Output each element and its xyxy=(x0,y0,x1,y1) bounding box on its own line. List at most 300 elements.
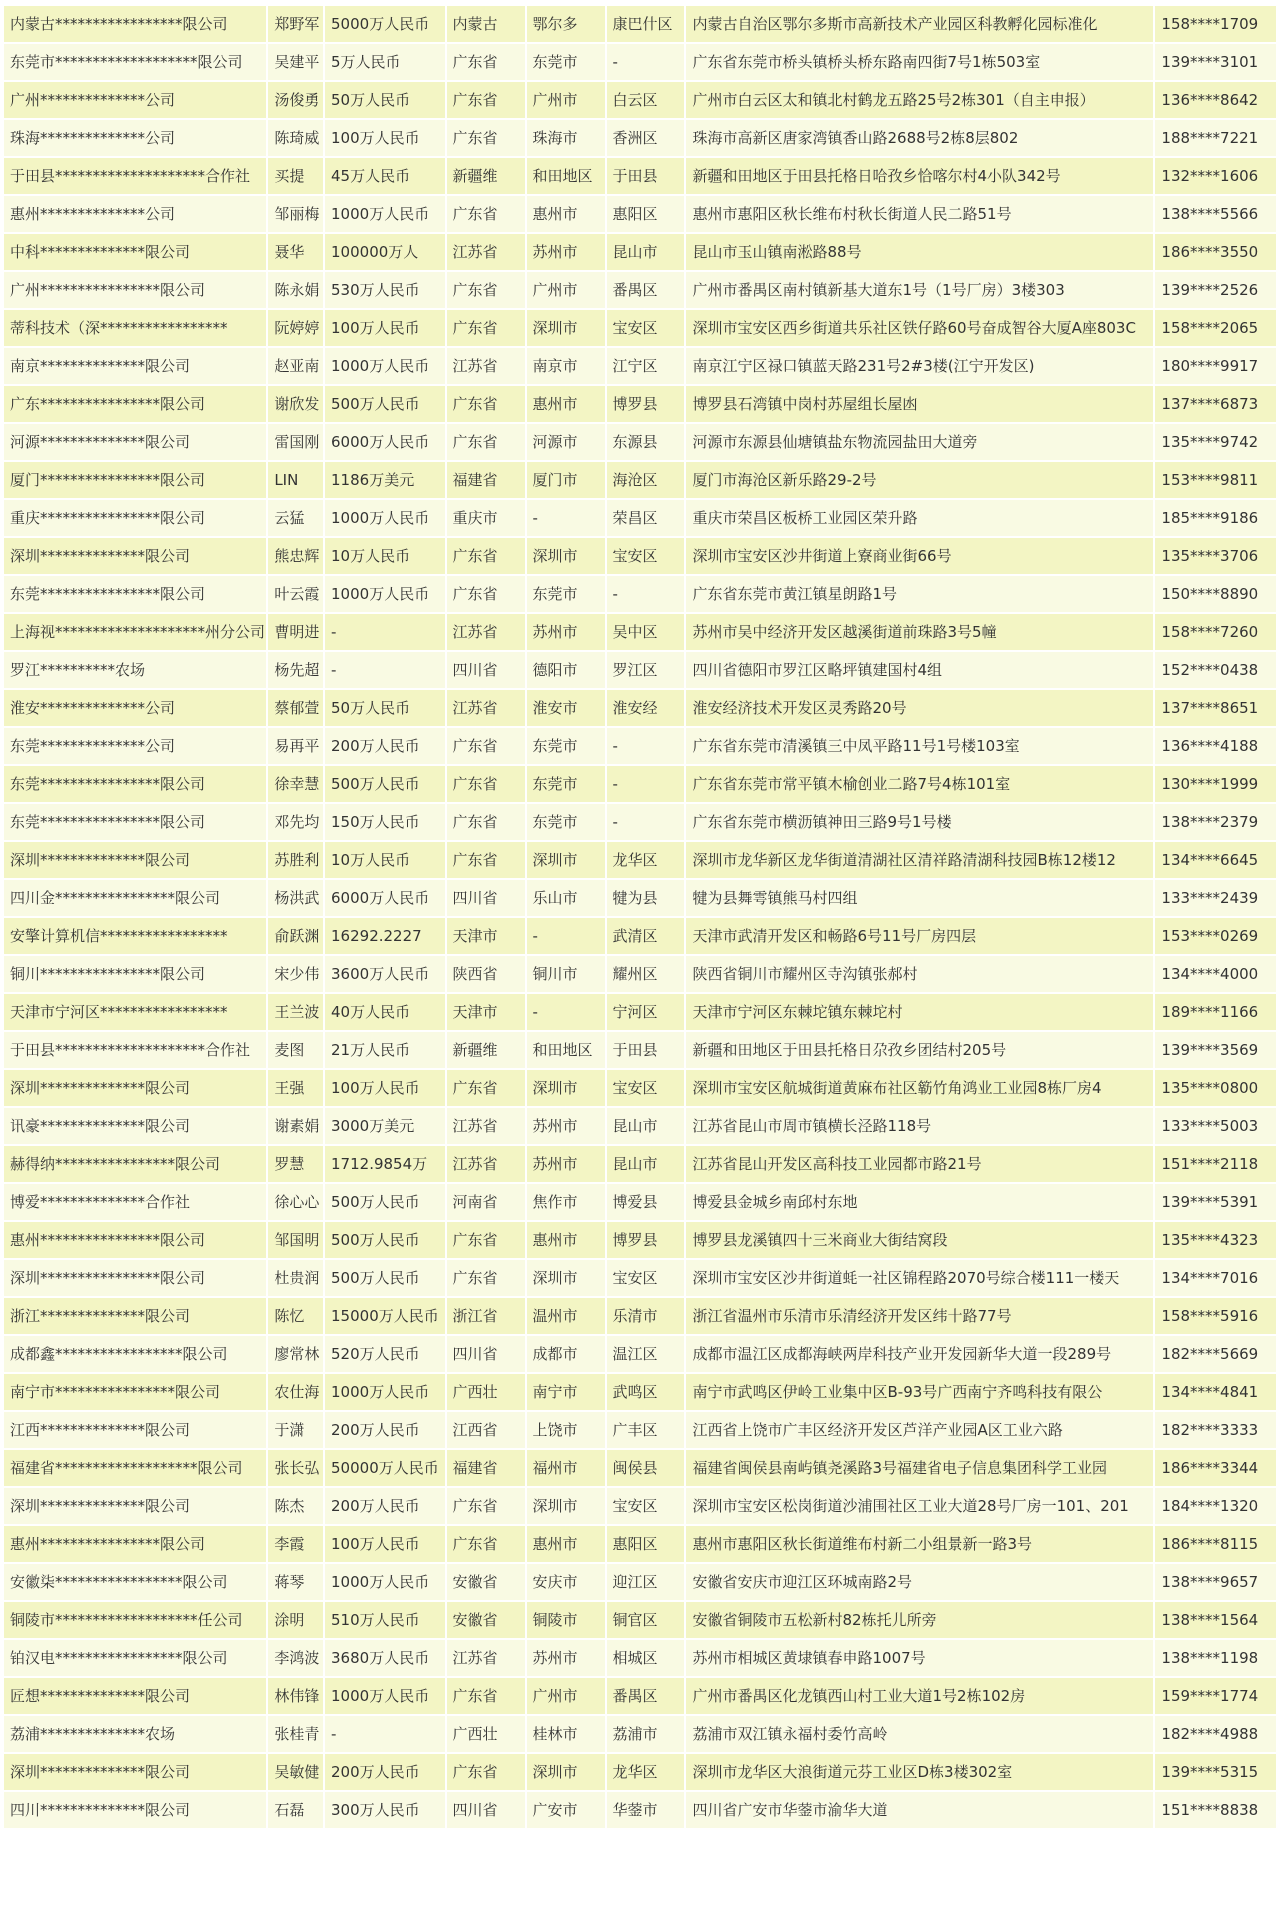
address-cell: 博罗县龙溪镇四十三米商业大街结窝段 xyxy=(686,1222,1153,1258)
province-cell: 四川省 xyxy=(447,880,525,916)
province-cell: 广东省 xyxy=(447,82,525,118)
province-cell: 广东省 xyxy=(447,272,525,308)
city-cell: 鄂尔多 xyxy=(527,6,605,42)
table-row xyxy=(4,1336,1276,1372)
province-cell: 广东省 xyxy=(447,310,525,346)
table-row xyxy=(4,1184,1276,1220)
district-cell: 淮安经 xyxy=(607,690,685,726)
address-cell: 博罗县石湾镇中岗村苏屋组长屋凼 xyxy=(686,386,1153,422)
address-cell: 深圳市宝安区航城街道黄麻布社区簕竹角鸿业工业园8栋厂房4 xyxy=(686,1070,1153,1106)
legal-rep-cell: 陈永娟 xyxy=(268,272,323,308)
company-name-cell: 匠想**************限公司 xyxy=(4,1678,266,1714)
province-cell: 广东省 xyxy=(447,804,525,840)
city-cell: 河源市 xyxy=(527,424,605,460)
province-cell: 广东省 xyxy=(447,576,525,612)
phone-cell: 151****8838 xyxy=(1155,1792,1276,1828)
phone-cell: 158****1709 xyxy=(1155,6,1276,42)
table-row xyxy=(4,918,1276,954)
table-row xyxy=(4,1032,1276,1068)
province-cell: 广东省 xyxy=(447,766,525,802)
city-cell: 上饶市 xyxy=(527,1412,605,1448)
registered-capital-cell: 3600万人民币 xyxy=(325,956,445,992)
phone-cell: 182****5669 xyxy=(1155,1336,1276,1372)
legal-rep-cell: 杜贵润 xyxy=(268,1260,323,1296)
company-name-cell: 安擎计算机信***************** xyxy=(4,918,266,954)
address-cell: 河源市东源县仙塘镇盐东物流园盐田大道旁 xyxy=(686,424,1153,460)
address-cell: 广州市番禺区化龙镇西山村工业大道1号2栋102房 xyxy=(686,1678,1153,1714)
district-cell: 番禺区 xyxy=(607,272,685,308)
legal-rep-cell: 吴建平 xyxy=(268,44,323,80)
registered-capital-cell: 1000万人民币 xyxy=(325,196,445,232)
phone-cell: 158****5916 xyxy=(1155,1298,1276,1334)
address-cell: 深圳市宝安区松岗街道沙浦围社区工业大道28号厂房一101、201 xyxy=(686,1488,1153,1524)
city-cell: 东莞市 xyxy=(527,728,605,764)
address-cell: 福建省闽侯县南屿镇尧溪路3号福建省电子信息集团科学工业园 xyxy=(686,1450,1153,1486)
district-cell: 东源县 xyxy=(607,424,685,460)
city-cell: 桂林市 xyxy=(527,1716,605,1752)
address-cell: 成都市温江区成都海峡两岸科技产业开发园新华大道一段289号 xyxy=(686,1336,1153,1372)
address-cell: 江苏省昆山市周市镇横长泾路118号 xyxy=(686,1108,1153,1144)
city-cell: 珠海市 xyxy=(527,120,605,156)
table-row xyxy=(4,1640,1276,1676)
district-cell: 龙华区 xyxy=(607,1754,685,1790)
district-cell: 博罗县 xyxy=(607,1222,685,1258)
address-cell: 博爱县金城乡南邱村东地 xyxy=(686,1184,1153,1220)
company-name-cell: 赫得纳****************限公司 xyxy=(4,1146,266,1182)
phone-cell: 135****3706 xyxy=(1155,538,1276,574)
district-cell: 武清区 xyxy=(607,918,685,954)
province-cell: 广东省 xyxy=(447,196,525,232)
province-cell: 广东省 xyxy=(447,1526,525,1562)
company-name-cell: 深圳**************限公司 xyxy=(4,1754,266,1790)
registered-capital-cell: 500万人民币 xyxy=(325,1184,445,1220)
table-row xyxy=(4,576,1276,612)
table-row xyxy=(4,842,1276,878)
table-row xyxy=(4,1716,1276,1752)
registered-capital-cell: 1000万人民币 xyxy=(325,1374,445,1410)
district-cell: 昆山市 xyxy=(607,234,685,270)
company-name-cell: 成都鑫*****************限公司 xyxy=(4,1336,266,1372)
table-row xyxy=(4,310,1276,346)
table-row xyxy=(4,120,1276,156)
registered-capital-cell: 200万人民币 xyxy=(325,728,445,764)
district-cell: 龙华区 xyxy=(607,842,685,878)
province-cell: 内蒙古 xyxy=(447,6,525,42)
company-name-cell: 深圳**************限公司 xyxy=(4,842,266,878)
district-cell: 闽侯县 xyxy=(607,1450,685,1486)
province-cell: 江苏省 xyxy=(447,348,525,384)
table-row xyxy=(4,1526,1276,1562)
phone-cell: 138****9657 xyxy=(1155,1564,1276,1600)
province-cell: 福建省 xyxy=(447,462,525,498)
city-cell: 深圳市 xyxy=(527,842,605,878)
province-cell: 广东省 xyxy=(447,1678,525,1714)
registered-capital-cell: 10万人民币 xyxy=(325,842,445,878)
legal-rep-cell: 赵亚南 xyxy=(268,348,323,384)
company-name-cell: 东莞****************限公司 xyxy=(4,804,266,840)
phone-cell: 136****8642 xyxy=(1155,82,1276,118)
address-cell: 陕西省铜川市耀州区寺沟镇张郝村 xyxy=(686,956,1153,992)
district-cell: 江宁区 xyxy=(607,348,685,384)
province-cell: 江苏省 xyxy=(447,234,525,270)
city-cell: 惠州市 xyxy=(527,386,605,422)
company-name-cell: 深圳****************限公司 xyxy=(4,1260,266,1296)
registered-capital-cell: 100万人民币 xyxy=(325,1526,445,1562)
phone-cell: 134****4000 xyxy=(1155,956,1276,992)
registered-capital-cell: 1712.9854万 xyxy=(325,1146,445,1182)
table-row xyxy=(4,196,1276,232)
city-cell: 厦门市 xyxy=(527,462,605,498)
table-row xyxy=(4,956,1276,992)
company-name-cell: 于田县********************合作社 xyxy=(4,1032,266,1068)
district-cell: 宝安区 xyxy=(607,538,685,574)
registered-capital-cell: 500万人民币 xyxy=(325,1260,445,1296)
phone-cell: 133****5003 xyxy=(1155,1108,1276,1144)
province-cell: 江苏省 xyxy=(447,1146,525,1182)
registered-capital-cell: 5000万人民币 xyxy=(325,6,445,42)
province-cell: 广东省 xyxy=(447,1488,525,1524)
registered-capital-cell: 1186万美元 xyxy=(325,462,445,498)
legal-rep-cell: 涂明 xyxy=(268,1602,323,1638)
company-name-cell: 讯豪**************限公司 xyxy=(4,1108,266,1144)
district-cell: 于田县 xyxy=(607,158,685,194)
district-cell: 昆山市 xyxy=(607,1146,685,1182)
district-cell: 惠阳区 xyxy=(607,196,685,232)
company-name-cell: 河源**************限公司 xyxy=(4,424,266,460)
district-cell: 荔浦市 xyxy=(607,1716,685,1752)
registered-capital-cell: 6000万人民币 xyxy=(325,424,445,460)
phone-cell: 184****1320 xyxy=(1155,1488,1276,1524)
city-cell: 南宁市 xyxy=(527,1374,605,1410)
city-cell: - xyxy=(527,500,605,536)
registered-capital-cell: 15000万人民币 xyxy=(325,1298,445,1334)
district-cell: - xyxy=(607,804,685,840)
registered-capital-cell: 21万人民币 xyxy=(325,1032,445,1068)
province-cell: 广东省 xyxy=(447,120,525,156)
registered-capital-cell: - xyxy=(325,614,445,650)
legal-rep-cell: 曹明进 xyxy=(268,614,323,650)
address-cell: 深圳市龙华区大浪街道元芬工业区D栋3楼302室 xyxy=(686,1754,1153,1790)
address-cell: 深圳市龙华新区龙华街道清湖社区清祥路清湖科技园B栋12楼12 xyxy=(686,842,1153,878)
legal-rep-cell: 易再平 xyxy=(268,728,323,764)
phone-cell: 151****2118 xyxy=(1155,1146,1276,1182)
phone-cell: 153****9811 xyxy=(1155,462,1276,498)
district-cell: 迎江区 xyxy=(607,1564,685,1600)
city-cell: 广州市 xyxy=(527,272,605,308)
legal-rep-cell: 熊忠辉 xyxy=(268,538,323,574)
legal-rep-cell: 于潇 xyxy=(268,1412,323,1448)
legal-rep-cell: 郑野军 xyxy=(268,6,323,42)
company-name-cell: 罗江**********农场 xyxy=(4,652,266,688)
registered-capital-cell: 50000万人民币 xyxy=(325,1450,445,1486)
address-cell: 南京江宁区禄口镇蓝天路231号2#3楼(江宁开发区) xyxy=(686,348,1153,384)
legal-rep-cell: 杨洪武 xyxy=(268,880,323,916)
district-cell: - xyxy=(607,576,685,612)
company-name-cell: 江西**************限公司 xyxy=(4,1412,266,1448)
city-cell: 南京市 xyxy=(527,348,605,384)
legal-rep-cell: 买提 xyxy=(268,158,323,194)
company-name-cell: 南宁市****************限公司 xyxy=(4,1374,266,1410)
phone-cell: 135****0800 xyxy=(1155,1070,1276,1106)
table-row xyxy=(4,1754,1276,1790)
city-cell: 深圳市 xyxy=(527,1070,605,1106)
phone-cell: 158****2065 xyxy=(1155,310,1276,346)
company-name-cell: 深圳**************限公司 xyxy=(4,1488,266,1524)
company-name-cell: 安徽柒*****************限公司 xyxy=(4,1564,266,1600)
phone-cell: 153****0269 xyxy=(1155,918,1276,954)
district-cell: 惠阳区 xyxy=(607,1526,685,1562)
district-cell: 耀州区 xyxy=(607,956,685,992)
table-row xyxy=(4,1412,1276,1448)
legal-rep-cell: 农仕海 xyxy=(268,1374,323,1410)
phone-cell: 138****2379 xyxy=(1155,804,1276,840)
registered-capital-cell: 150万人民币 xyxy=(325,804,445,840)
address-cell: 广东省东莞市清溪镇三中凤平路11号1号楼103室 xyxy=(686,728,1153,764)
table-row xyxy=(4,500,1276,536)
company-name-cell: 蒂科技术（深***************** xyxy=(4,310,266,346)
address-cell: 深圳市宝安区沙井街道蚝一社区锦程路2070号综合楼111一楼天 xyxy=(686,1260,1153,1296)
city-cell: 和田地区 xyxy=(527,1032,605,1068)
table-row xyxy=(4,348,1276,384)
province-cell: 广东省 xyxy=(447,728,525,764)
address-cell: 昆山市玉山镇南淞路88号 xyxy=(686,234,1153,270)
province-cell: 天津市 xyxy=(447,918,525,954)
company-name-cell: 广州****************限公司 xyxy=(4,272,266,308)
district-cell: 荣昌区 xyxy=(607,500,685,536)
city-cell: 苏州市 xyxy=(527,1108,605,1144)
city-cell: 东莞市 xyxy=(527,576,605,612)
legal-rep-cell: 徐幸慧 xyxy=(268,766,323,802)
phone-cell: 134****6645 xyxy=(1155,842,1276,878)
registered-capital-cell: 500万人民币 xyxy=(325,766,445,802)
phone-cell: 135****9742 xyxy=(1155,424,1276,460)
city-cell: 德阳市 xyxy=(527,652,605,688)
phone-cell: 182****4988 xyxy=(1155,1716,1276,1752)
phone-cell: 185****9186 xyxy=(1155,500,1276,536)
city-cell: 广州市 xyxy=(527,1678,605,1714)
district-cell: 广丰区 xyxy=(607,1412,685,1448)
address-cell: 犍为县舞雩镇熊马村四组 xyxy=(686,880,1153,916)
registered-capital-cell: 45万人民币 xyxy=(325,158,445,194)
address-cell: 四川省德阳市罗江区略坪镇建国村4组 xyxy=(686,652,1153,688)
city-cell: 温州市 xyxy=(527,1298,605,1334)
address-cell: 内蒙古自治区鄂尔多斯市高新技术产业园区科教孵化园标准化 xyxy=(686,6,1153,42)
legal-rep-cell: 蔡郁萱 xyxy=(268,690,323,726)
legal-rep-cell: 邓先均 xyxy=(268,804,323,840)
city-cell: 东莞市 xyxy=(527,766,605,802)
company-name-cell: 荔浦**************农场 xyxy=(4,1716,266,1752)
table-row xyxy=(4,728,1276,764)
province-cell: 安徽省 xyxy=(447,1602,525,1638)
district-cell: 相城区 xyxy=(607,1640,685,1676)
registered-capital-cell: 50万人民币 xyxy=(325,82,445,118)
legal-rep-cell: 叶云霞 xyxy=(268,576,323,612)
legal-rep-cell: 陈琦威 xyxy=(268,120,323,156)
district-cell: - xyxy=(607,44,685,80)
registered-capital-cell: 200万人民币 xyxy=(325,1488,445,1524)
province-cell: 福建省 xyxy=(447,1450,525,1486)
phone-cell: 139****3569 xyxy=(1155,1032,1276,1068)
registered-capital-cell: 100万人民币 xyxy=(325,1070,445,1106)
table-row xyxy=(4,1374,1276,1410)
phone-cell: 137****6873 xyxy=(1155,386,1276,422)
table-row xyxy=(4,1602,1276,1638)
address-cell: 淮安经济技术开发区灵秀路20号 xyxy=(686,690,1153,726)
city-cell: 苏州市 xyxy=(527,614,605,650)
province-cell: 新疆维 xyxy=(447,1032,525,1068)
company-name-cell: 铜川****************限公司 xyxy=(4,956,266,992)
registered-capital-cell: 510万人民币 xyxy=(325,1602,445,1638)
city-cell: - xyxy=(527,918,605,954)
registered-capital-cell: 1000万人民币 xyxy=(325,576,445,612)
district-cell: 宝安区 xyxy=(607,1488,685,1524)
company-name-cell: 厦门****************限公司 xyxy=(4,462,266,498)
city-cell: 惠州市 xyxy=(527,1526,605,1562)
province-cell: 四川省 xyxy=(447,1792,525,1828)
city-cell: - xyxy=(527,994,605,1030)
city-cell: 深圳市 xyxy=(527,538,605,574)
registered-capital-cell: 1000万人民币 xyxy=(325,500,445,536)
table-row xyxy=(4,1146,1276,1182)
table-row xyxy=(4,766,1276,802)
table-row xyxy=(4,538,1276,574)
province-cell: 江苏省 xyxy=(447,1108,525,1144)
district-cell: 海沧区 xyxy=(607,462,685,498)
registered-capital-cell: 3000万美元 xyxy=(325,1108,445,1144)
legal-rep-cell: 张桂青 xyxy=(268,1716,323,1752)
table-body xyxy=(4,6,1276,1828)
district-cell: 华蓥市 xyxy=(607,1792,685,1828)
district-cell: 博罗县 xyxy=(607,386,685,422)
registered-capital-cell: 1000万人民币 xyxy=(325,1564,445,1600)
company-name-cell: 广东****************限公司 xyxy=(4,386,266,422)
province-cell: 四川省 xyxy=(447,652,525,688)
province-cell: 重庆市 xyxy=(447,500,525,536)
table-row xyxy=(4,462,1276,498)
registered-capital-cell: 200万人民币 xyxy=(325,1412,445,1448)
table-row xyxy=(4,234,1276,270)
table-row xyxy=(4,1792,1276,1828)
table-row xyxy=(4,1108,1276,1144)
company-name-cell: 重庆****************限公司 xyxy=(4,500,266,536)
legal-rep-cell: 雷国刚 xyxy=(268,424,323,460)
address-cell: 苏州市吴中经济开发区越溪街道前珠路3号5幢 xyxy=(686,614,1153,650)
phone-cell: 134****7016 xyxy=(1155,1260,1276,1296)
legal-rep-cell: 苏胜利 xyxy=(268,842,323,878)
phone-cell: 188****7221 xyxy=(1155,120,1276,156)
phone-cell: 133****2439 xyxy=(1155,880,1276,916)
district-cell: 铜官区 xyxy=(607,1602,685,1638)
district-cell: 犍为县 xyxy=(607,880,685,916)
phone-cell: 189****1166 xyxy=(1155,994,1276,1030)
company-name-cell: 淮安**************公司 xyxy=(4,690,266,726)
legal-rep-cell: 陈忆 xyxy=(268,1298,323,1334)
table-row xyxy=(4,424,1276,460)
company-name-cell: 广州**************公司 xyxy=(4,82,266,118)
province-cell: 广西壮 xyxy=(447,1374,525,1410)
table-row xyxy=(4,158,1276,194)
city-cell: 苏州市 xyxy=(527,234,605,270)
address-cell: 天津市宁河区东棘坨镇东棘坨村 xyxy=(686,994,1153,1030)
legal-rep-cell: 俞跃渊 xyxy=(268,918,323,954)
phone-cell: 135****4323 xyxy=(1155,1222,1276,1258)
company-name-cell: 铜陵市*******************任公司 xyxy=(4,1602,266,1638)
district-cell: 香洲区 xyxy=(607,120,685,156)
district-cell: 温江区 xyxy=(607,1336,685,1372)
registered-capital-cell: 1000万人民币 xyxy=(325,1678,445,1714)
phone-cell: 134****4841 xyxy=(1155,1374,1276,1410)
company-name-cell: 铂汉电*****************限公司 xyxy=(4,1640,266,1676)
table-row xyxy=(4,1298,1276,1334)
phone-cell: 186****3550 xyxy=(1155,234,1276,270)
company-name-cell: 浙江**************限公司 xyxy=(4,1298,266,1334)
table-row xyxy=(4,994,1276,1030)
province-cell: 广西壮 xyxy=(447,1716,525,1752)
company-name-cell: 中科**************限公司 xyxy=(4,234,266,270)
district-cell: 宝安区 xyxy=(607,310,685,346)
city-cell: 广安市 xyxy=(527,1792,605,1828)
company-name-cell: 惠州****************限公司 xyxy=(4,1222,266,1258)
registered-capital-cell: 5万人民币 xyxy=(325,44,445,80)
address-cell: 新疆和田地区于田县托格日哈孜乡恰喀尔村4小队342号 xyxy=(686,158,1153,194)
address-cell: 广东省东莞市桥头镇桥头桥东路南四街7号1栋503室 xyxy=(686,44,1153,80)
company-name-cell: 内蒙古*****************限公司 xyxy=(4,6,266,42)
city-cell: 苏州市 xyxy=(527,1146,605,1182)
city-cell: 福州市 xyxy=(527,1450,605,1486)
company-name-cell: 东莞****************限公司 xyxy=(4,766,266,802)
province-cell: 江苏省 xyxy=(447,690,525,726)
city-cell: 深圳市 xyxy=(527,1260,605,1296)
city-cell: 惠州市 xyxy=(527,1222,605,1258)
company-name-cell: 深圳**************限公司 xyxy=(4,1070,266,1106)
address-cell: 广东省东莞市横沥镇神田三路9号1号楼 xyxy=(686,804,1153,840)
legal-rep-cell: 徐心心 xyxy=(268,1184,323,1220)
registered-capital-cell: 300万人民币 xyxy=(325,1792,445,1828)
province-cell: 广东省 xyxy=(447,538,525,574)
company-table xyxy=(2,4,1278,1830)
table-row xyxy=(4,1678,1276,1714)
address-cell: 苏州市相城区黄埭镇春申路1007号 xyxy=(686,1640,1153,1676)
province-cell: 广东省 xyxy=(447,842,525,878)
province-cell: 江苏省 xyxy=(447,614,525,650)
address-cell: 新疆和田地区于田县托格日尕孜乡团结村205号 xyxy=(686,1032,1153,1068)
address-cell: 浙江省温州市乐清市乐清经济开发区纬十路77号 xyxy=(686,1298,1153,1334)
phone-cell: 130****1999 xyxy=(1155,766,1276,802)
city-cell: 铜川市 xyxy=(527,956,605,992)
legal-rep-cell: 廖常林 xyxy=(268,1336,323,1372)
district-cell: 宝安区 xyxy=(607,1260,685,1296)
province-cell: 新疆维 xyxy=(447,158,525,194)
table-row xyxy=(4,1222,1276,1258)
company-name-cell: 福建省*******************限公司 xyxy=(4,1450,266,1486)
legal-rep-cell: 邹丽梅 xyxy=(268,196,323,232)
address-cell: 广州市番禺区南村镇新基大道东1号（1号厂房）3楼303 xyxy=(686,272,1153,308)
city-cell: 焦作市 xyxy=(527,1184,605,1220)
city-cell: 安庆市 xyxy=(527,1564,605,1600)
city-cell: 深圳市 xyxy=(527,1754,605,1790)
legal-rep-cell: 谢欣发 xyxy=(268,386,323,422)
legal-rep-cell: 聂华 xyxy=(268,234,323,270)
legal-rep-cell: 汤俊勇 xyxy=(268,82,323,118)
table-row xyxy=(4,44,1276,80)
province-cell: 广东省 xyxy=(447,1260,525,1296)
city-cell: 惠州市 xyxy=(527,196,605,232)
city-cell: 东莞市 xyxy=(527,804,605,840)
district-cell: 乐清市 xyxy=(607,1298,685,1334)
registered-capital-cell: - xyxy=(325,1716,445,1752)
legal-rep-cell: 杨先超 xyxy=(268,652,323,688)
table-row xyxy=(4,1564,1276,1600)
